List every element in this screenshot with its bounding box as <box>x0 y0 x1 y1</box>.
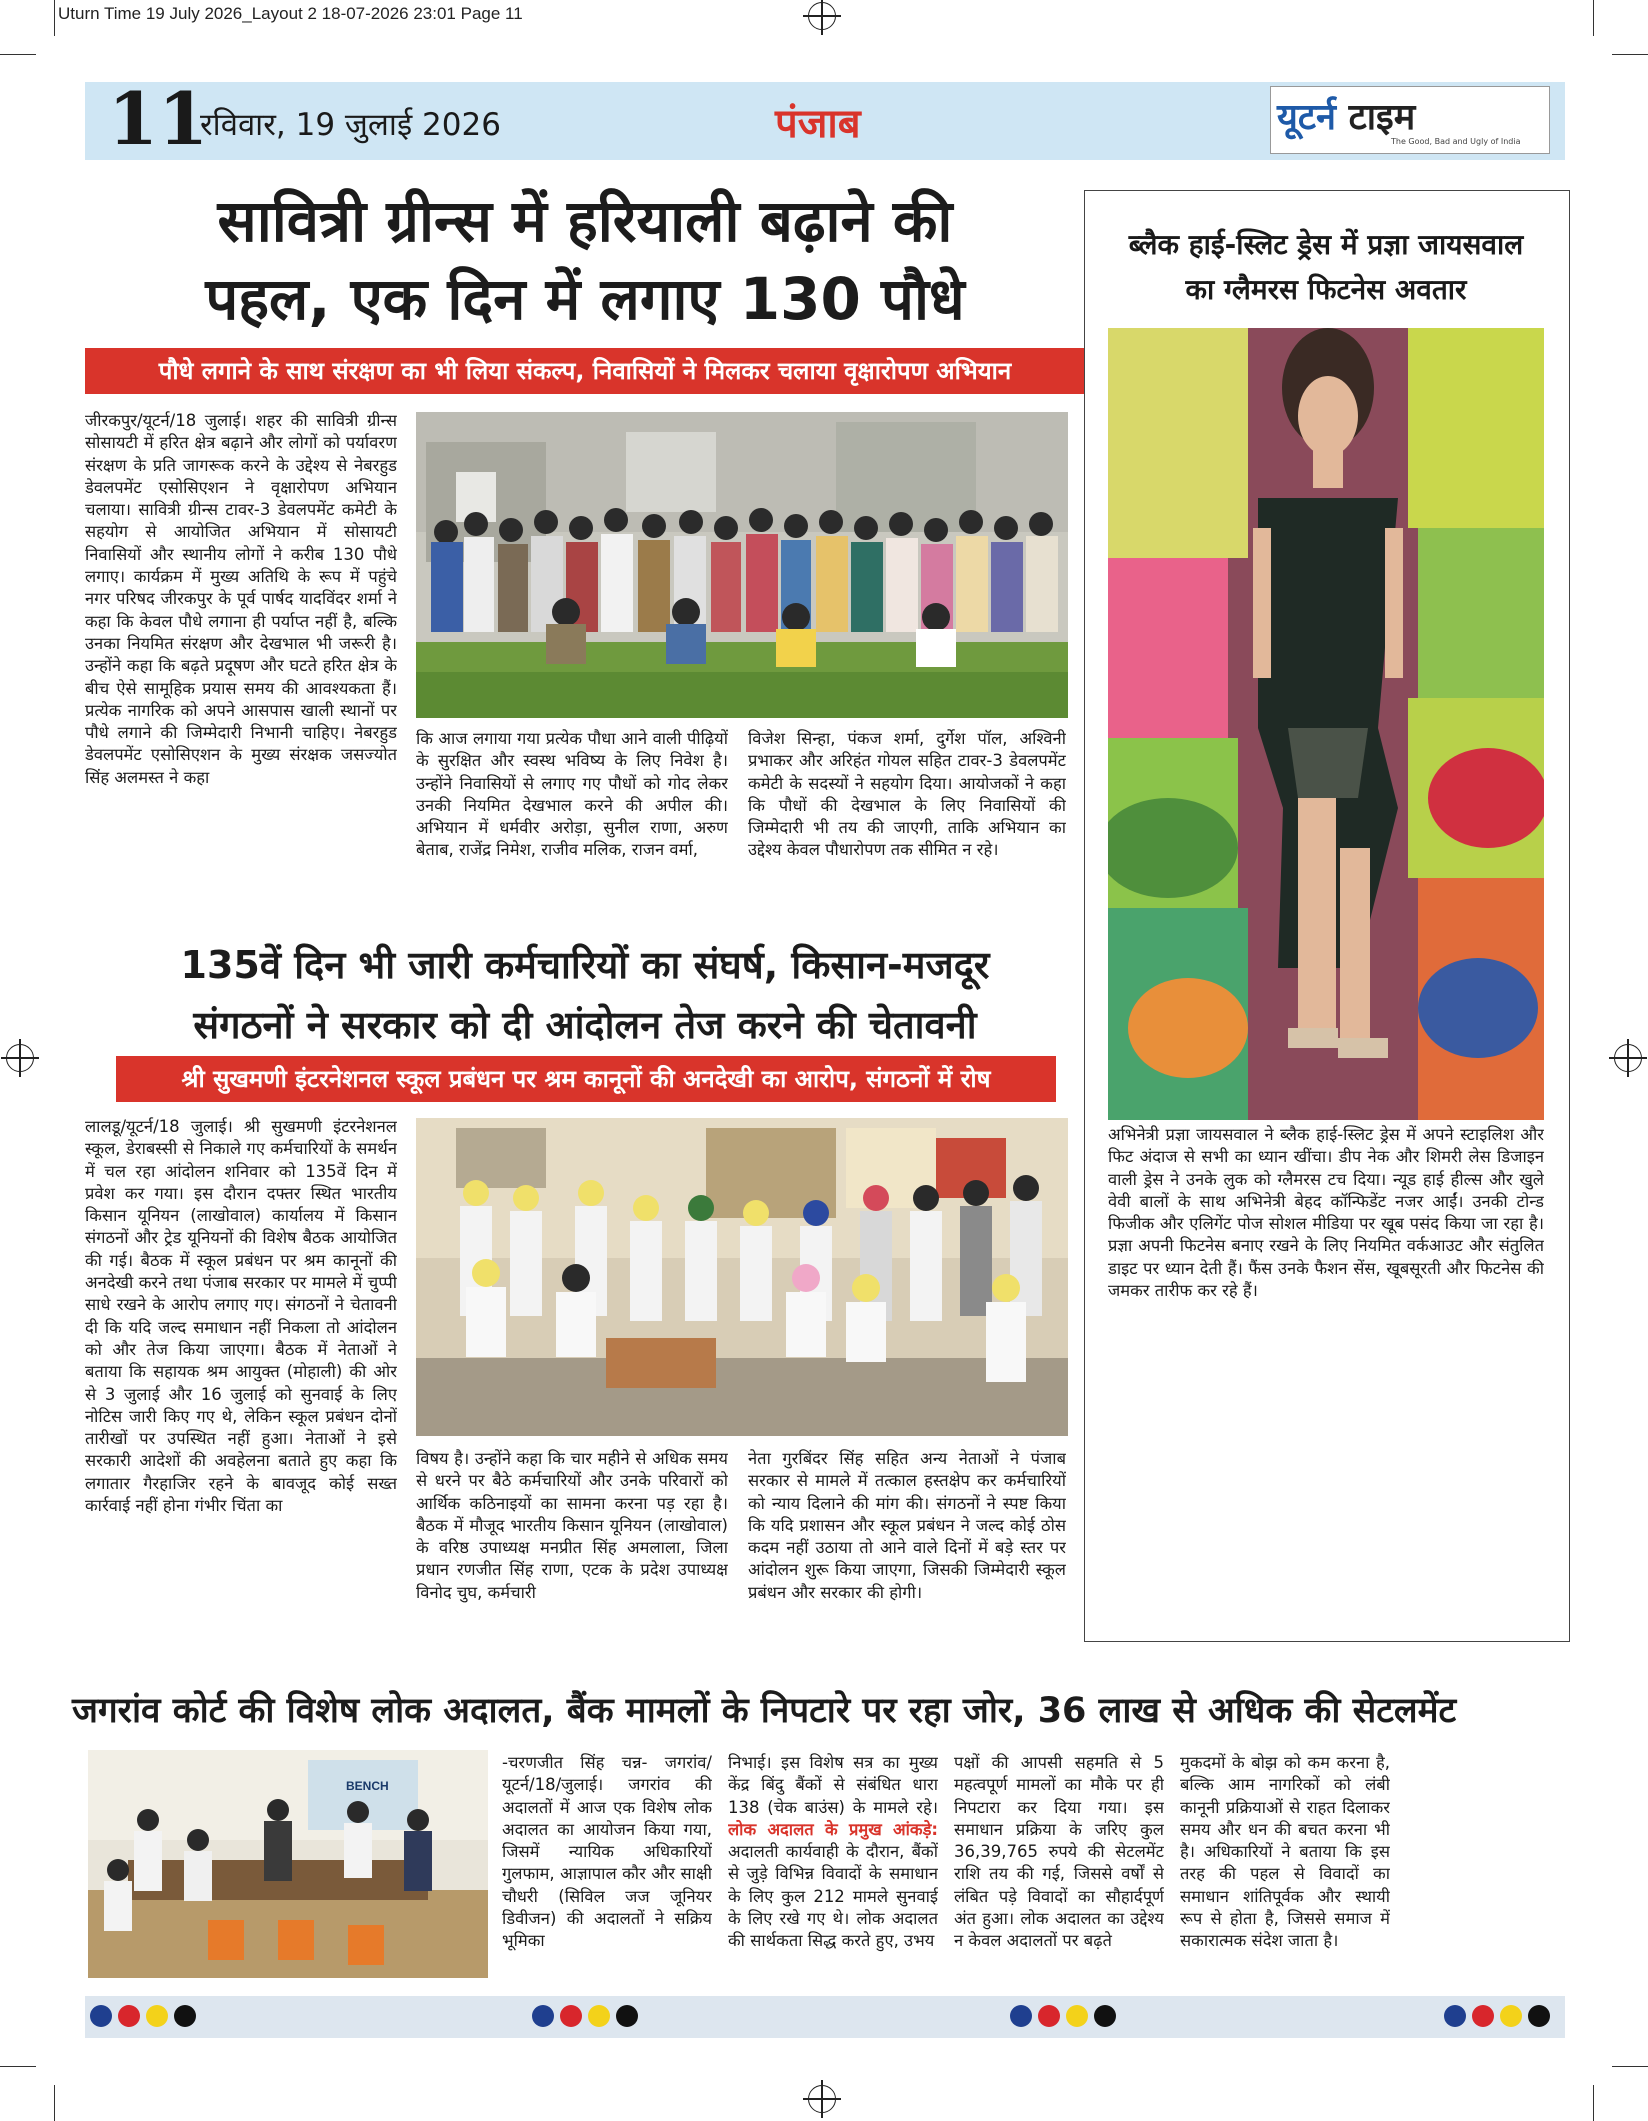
print-slug: Uturn Time 19 July 2026_Layout 2 18-07-2026 23:01 Page 11 <box>58 4 523 23</box>
article-body-column: विषय है। उन्होंने कहा कि चार महीने से अधिक समय से धरने पर बैठे कर्मचारियों और उनके परिवारों को आर्थिक कठिनाइयों का सामना करना पड़ रहा है। बैठक में मौजूद भारतीय किसान यूनियन (लाखोवाल) के वरिष्ठ उपाध्यक्ष मनप्रीत सिंह अमलाला, जिला प्रधान रणजीत सिंह राणा, एटक के प्रदेश उपाध्यक्ष विनोद चुघ, कर्मचारी <box>416 1449 728 1602</box>
crop-mark <box>1612 2066 1648 2067</box>
article-body-column: जीरकपुर/यूटर्न/18 जुलाई। शहर की सावित्री ग्रीन्स सोसायटी में हरित क्षेत्र बढ़ाने और लोगों को पर्यावरण संरक्षण के प्रति जागरूक करने के उद्देश्य से नेबरहुड डेवलपमेंट एसोसिएशन ने वृक्षारोपण अभियान चलाया। सावित्री ग्रीन्स टावर-3 डेवलपमेंट कमेटी के सहयोग से आयोजित अभियान में सोसायटी निवासियों और स्थानीय लोगों ने करीब 130 पौधे लगाए। कार्यक्रम में मुख्य अतिथि के रूप में पहुंचे नगर परिषद जीरकपुर के पूर्व पार्षद यादविंदर शर्मा ने कहा कि केवल पौधे लगाना ही पर्याप्त नहीं है, बल्कि उनका नियमित संरक्षण और देखभाल भी जरूरी है। उन्होंने कहा कि बढ़ते प्रदूषण और घटते हरित क्षेत्र के बीच ऐसे सामूहिक प्रयास समय की आवश्यकता हैं। प्रत्येक नागरिक को अपने आसपास खाली स्थानों पर पौधे लगाने की जिम्मेदारी निभानी चाहिए। नेबरहुड डेवलपमेंट एसोसिएशन के मुख्य संरक्षक जसज्योत सिंह अलमस्त ने कहा <box>85 411 397 787</box>
headline-line: का ग्लैमरस फिटनेस अवतार <box>1185 273 1467 306</box>
page-number: 11 <box>108 76 209 161</box>
article-subheadline: श्री सुखमणी इंटरनेशनल स्कूल प्रबंधन पर श्रम कानूनों की अनदेखी का आरोप, संगठनों में रोष <box>116 1056 1056 1102</box>
crop-mark <box>0 2066 36 2067</box>
article-body-column: मुकदमों के बोझ को कम करना है, बल्कि आम नागरिकों को लंबी कानूनी प्रक्रियाओं से राहत दिलाकर समय और धन की बचत करना भी है। अधिकारियों ने बताया कि इस तरह की पहल से विवादों का समाधान शांतिपूर्वक और स्थायी रूप से होता है, जिससे समाज में सकारात्मक संदेश जाता है। <box>1180 1753 1390 1951</box>
registration-mark-bottom <box>808 2085 836 2113</box>
headline-line: संगठनों ने सरकार को दी आंदोलन तेज करने की चेतावनी <box>193 1003 977 1047</box>
color-dot <box>1444 2005 1466 2027</box>
crop-mark <box>0 54 36 55</box>
registration-mark-right <box>1614 1044 1642 1072</box>
crop-mark <box>1593 2085 1594 2121</box>
color-dot <box>560 2005 582 2027</box>
crop-mark <box>1593 0 1594 36</box>
headline-line: पहल, एक दिन में लगाए 130 पौधे <box>205 265 965 333</box>
logo-tagline: The Good, Bad and Ugly of India <box>1391 137 1521 146</box>
article-body-column: कि आज लगाया गया प्रत्येक पौधा आने वाली पीढ़ियों के सुरक्षित और स्वस्थ भविष्य के लिए निवेश है। उन्होंने निवासियों से लगाए गए पौधों को गोद लेकर उनकी नियमित देखभाल करने की अपील की। अभियान में धर्मवीर अरोड़ा, सुनील राणा, अरुण बेताब, राजेंद्र निमेश, राजीव मलिक, राजन वर्मा, <box>416 729 728 860</box>
plantation-group-photo <box>416 412 1068 718</box>
color-dot <box>1066 2005 1088 2027</box>
article-body-column: लालडू/यूटर्न/18 जुलाई। श्री सुखमणी इंटरनेशनल स्कूल, डेराबस्सी से निकाले गए कर्मचारियों के समर्थन में चल रहा आंदोलन शनिवार को 135वें दिन में प्रवेश कर गया। इस दौरान दफ्तर स्थित भारतीय किसान यूनियन (लाखोवाल) कार्यालय में किसान संगठनों और ट्रेड यूनियनों की विशेष बैठक आयोजित की गई। बैठक में स्कूल प्रबंधन पर श्रम कानूनों की अनदेखी करने तथा पंजाब सरकार पर मामले में चुप्पी साधे रखने के आरोप लगाए गए। संगठनों ने चेतावनी दी कि यदि जल्द समाधान नहीं निकला तो आंदोलन को और तेज किया जाएगा। बैठक में नेताओं ने बताया कि सहायक श्रम आयुक्त (मोहाली) की ओर से 3 जुलाई और 16 जुलाई को सुनवाई के लिए नोटिस जारी किए गए थे, लेकिन स्कूल प्रबंधन दोनों तारीखों पर उपस्थित नहीं हुआ। नेताओं ने इसे सरकारी आदेशों की अवहेलना बताते हुए कहा कि लगातार गैरहाजिर रहने के बावजूद कोई सख्त कार्रवाई नहीं होना गंभीर चिंता का <box>85 1117 397 1516</box>
article-headline <box>85 182 1085 338</box>
color-dot <box>1094 2005 1116 2027</box>
color-dot <box>616 2005 638 2027</box>
logo-word-2: टाइम <box>1348 97 1416 138</box>
registration-mark-top <box>808 2 836 30</box>
article-subheadline: पौधे लगाने के साथ संरक्षण का भी लिया संकल्प, निवासियों ने मिलकर चलाया वृक्षारोपण अभियान <box>85 348 1085 394</box>
color-dot <box>90 2005 112 2027</box>
newspaper-logo <box>1270 86 1550 154</box>
section-title: पंजाब <box>775 101 861 147</box>
headline-line: सावित्री ग्रीन्स में हरियाली बढ़ाने की <box>217 187 953 255</box>
crop-mark <box>54 2085 55 2121</box>
registration-mark-left <box>6 1044 34 1072</box>
color-dot <box>532 2005 554 2027</box>
color-dot <box>1500 2005 1522 2027</box>
headline-line: ब्लैक हाई-स्लिट ड्रेस में प्रज्ञा जायसवाल <box>1128 228 1524 261</box>
article-text: अदालती कार्यवाही के दौरान, बैंकों से जुड़े विभिन्न विवादों के समाधान के लिए कुल 212 मामले सुनवाई के लिए रखे गए थे। लोक अदालत की सार्थकता सिद्ध करते हुए, उभय <box>728 1842 938 1951</box>
page-date: रविवार, 19 जुलाई 2026 <box>200 107 501 143</box>
article-text: निभाई। इस विशेष सत्र का मुख्य केंद्र बिंदु बैंकों से संबंधित धारा 138 (चेक बाउंस) के मामले रहे। <box>728 1753 938 1817</box>
sidebar-headline <box>1090 222 1562 312</box>
stats-subheading: लोक अदालत के प्रमुख आंकड़े: <box>728 1819 938 1839</box>
actress-photo <box>1108 328 1544 1120</box>
article-body-column: पक्षों की आपसी सहमति से 5 महत्वपूर्ण मामलों का मौके पर ही निपटारा कर दिया गया। इस समाधान प्रक्रिया के जरिए कुल 36,39,765 रुपये की सेटलमेंट राशि तय की गई, जिससे वर्षों से लंबित पड़े विवादों का सौहार्दपूर्ण अंत हुआ। लोक अदालत का उद्देश्य न केवल अदालतों पर बढ़ते <box>954 1753 1164 1951</box>
color-dot <box>118 2005 140 2027</box>
article-body-column <box>728 1752 938 1974</box>
color-dot <box>174 2005 196 2027</box>
article-body-column: -चरणजीत सिंह चन्न- जगरांव/यूटर्न/18/जुलाई। जगरांव की अदालतों में आज एक विशेष लोक अदालत का आयोजन किया गया, जिसमें न्यायिक अधिकारियों गुलफाम, आज्ञापाल कौर और साक्षी चौधरी (सिविल जज जूनियर डिवीजन) की अदालतों ने सक्रिय भूमिका <box>502 1753 712 1951</box>
color-dot <box>1038 2005 1060 2027</box>
crop-mark <box>1612 54 1648 55</box>
color-dot <box>1472 2005 1494 2027</box>
logo-word-1: यूटर्न <box>1277 97 1337 138</box>
headline-line: 135वें दिन भी जारी कर्मचारियों का संघर्ष, किसान-मजदूर <box>180 943 990 987</box>
color-registration-bar <box>85 1996 1565 2038</box>
article-body-column: नेता गुरबिंदर सिंह सहित अन्य नेताओं ने पंजाब सरकार से मामले में तत्काल हस्तक्षेप कर कर्मचारियों को न्याय दिलाने की मांग की। संगठनों ने स्पष्ट किया कि यदि प्रशासन और स्कूल प्रबंधन ने जल्द कोई ठोस कदम नहीं उठाया तो आने वाले दिनों में बड़े स्तर पर आंदोलन शुरू किया जाएगा, जिसकी जिम्मेदारी स्कूल प्रबंधन और सरकार की होगी। <box>748 1449 1066 1602</box>
photo-banner-text: BENCH <box>346 1779 389 1793</box>
lok-adalat-photo <box>88 1750 488 1978</box>
farmer-union-meeting-photo <box>416 1118 1068 1436</box>
color-dot <box>1010 2005 1032 2027</box>
color-dot <box>588 2005 610 2027</box>
article-body-column: विजेश सिन्हा, पंकज शर्मा, दुर्गेश पॉल, अश्विनी प्रभाकर और अरिहंत गोयल सहित टावर-3 डेवलपमेंट कमेटी के सदस्यों ने सहयोग दिया। आयोजकों ने कहा कि पौधों की देखभाल के लिए निवासियों की जिम्मेदारी भी तय की जाएगी, ताकि अभियान का उद्देश्य केवल पौधारोपण तक सीमित न रहे। <box>748 729 1066 860</box>
color-dot <box>146 2005 168 2027</box>
article-headline: जगरांव कोर्ट की विशेष लोक अदालत, बैंक मामलों के निपटारे पर रहा जोर, 36 लाख से अधिक की सेटलमेंट <box>72 1691 1457 1731</box>
article-headline <box>85 935 1085 1055</box>
crop-mark <box>54 0 55 36</box>
sidebar-caption: अभिनेत्री प्रज्ञा जायसवाल ने ब्लैक हाई-स्लिट ड्रेस में अपने स्टाइलिश और फिट अंदाज से सभी का ध्यान खींचा। डीप नेक और शिमरी लेस डिजाइन वाली ड्रेस ने उनके लुक को ग्लैमरस टच दिया। न्यूड हाई हील्स और खुले वेवी बालों के साथ अभिनेत्री बेहद कॉन्फिडेंट नजर आईं। उनकी टोन्ड फिजीक और एलिगेंट पोज सोशल मीडिया पर खूब पसंद किया जा रहा है। प्रज्ञा अपनी फिटनेस बनाए रखने के लिए नियमित वर्कआउट और संतुलित डाइट पर ध्यान देती हैं। फैंस उनके फैशन सेंस, खूबसूरती और फिटनेस की जमकर तारीफ कर रहे हैं। <box>1108 1125 1544 1301</box>
color-dot <box>1528 2005 1550 2027</box>
